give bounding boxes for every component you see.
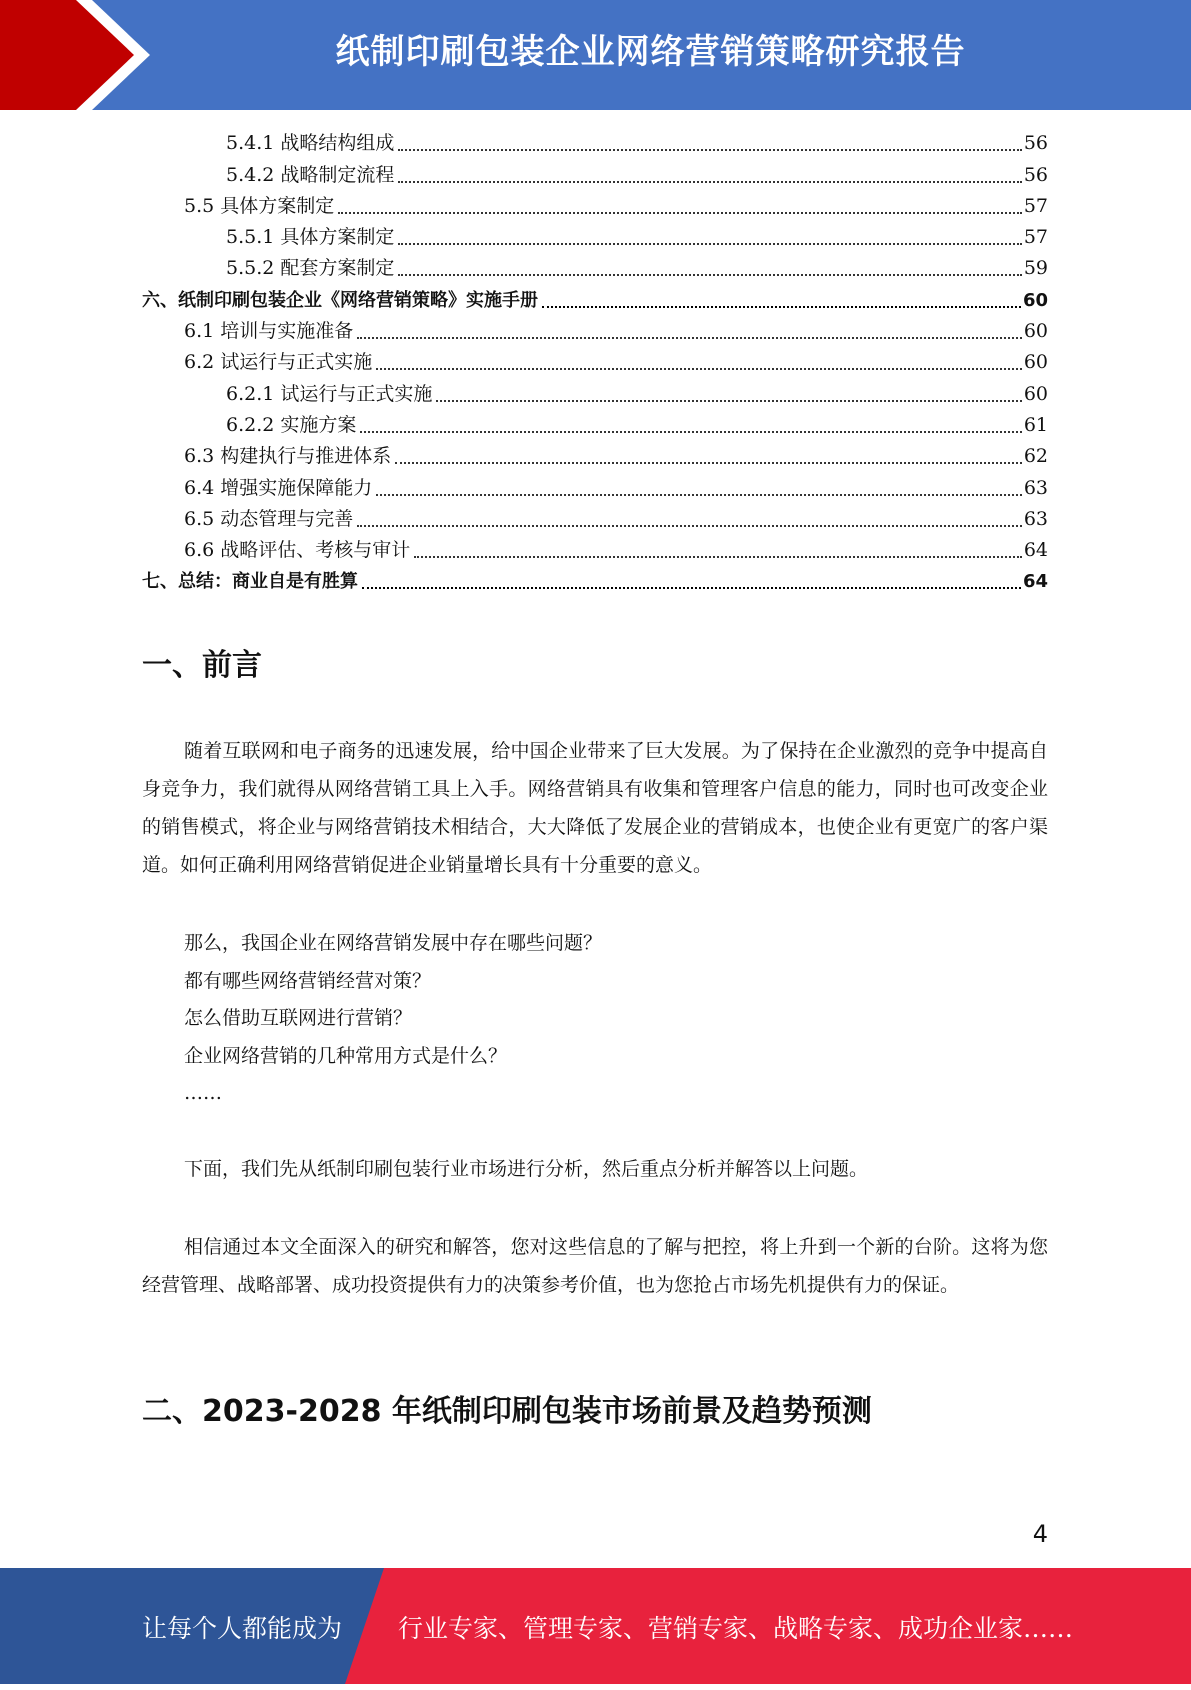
toc-entry-label: 七、总结：商业自是有胜算 [142,571,358,593]
toc-dot-leader [338,212,1022,214]
toc-entry-page: 63 [1023,507,1048,530]
preface-intro-paragraph: 随着互联网和电子商务的迅速发展，给中国企业带来了巨大发展。为了保持在企业激烈的竞争中提高自身竞争力，我们就得从网络营销工具上入手。网络营销具有收集和管理客户信息的能力，同时也可改变企业的销售模式，将企业与网络营销技术相结合，大大降低了发展企业的营销成本，也使企业有更宽广的客户渠道。如何正确利用网络营销促进企业销量增长具有十分重要的意义。 [142,740,1048,876]
toc-entry-page: 61 [1023,413,1048,436]
toc-entry[interactable] [142,504,1048,535]
toc-entry-label: 6.5 动态管理与完善 [184,507,354,530]
question-item: 那么，我国企业在网络营销发展中存在哪些问题？ [184,932,603,954]
section-heading-preface: 一、前言 [142,648,262,683]
toc-entry[interactable] [142,253,1048,284]
toc-entry-label: 六、纸制印刷包装企业《网络营销策略》实施手册 [142,289,538,311]
page-number: 4 [1032,1520,1048,1548]
toc-entry-page: 56 [1023,163,1048,186]
toc-entry-page: 56 [1023,132,1048,155]
toc-dot-leader [357,525,1022,527]
toc-entry-label: 6.2.1 试运行与正式实施 [226,382,433,405]
toc-dot-leader [376,494,1022,496]
toc-dot-leader [362,587,1021,589]
question-item: 怎么借助互联网进行营销？ [184,1007,413,1030]
section-heading-market-forecast: 二、2023-2028 年纸制印刷包装市场前景及趋势预测 [142,1394,872,1429]
question-item: 企业网络营销的几种常用方式是什么？ [184,1044,508,1067]
toc-dot-leader [395,462,1022,464]
toc-entry-label: 6.2.2 实施方案 [226,413,357,436]
toc-entry-label: 5.5.1 具体方案制定 [226,226,395,249]
toc-entry[interactable] [142,535,1048,566]
toc-entry[interactable] [142,410,1048,441]
toc-entry-page: 60 [1023,351,1048,374]
toc-entry[interactable] [142,222,1048,253]
toc-entry-label: 5.4.1 战略结构组成 [226,132,395,155]
toc-entry[interactable] [142,347,1048,378]
toc-entry[interactable] [142,191,1048,222]
footer-slogan-left: 让每个人都能成为 [142,1614,343,1643]
toc-dot-leader [436,400,1021,402]
question-list [184,924,1044,1112]
preface-paragraph-2: 下面，我们先从纸制印刷包装行业市场进行分析，然后重点分析并解答以上问题。 [184,1158,869,1180]
toc-entry[interactable] [142,128,1048,159]
toc-dot-leader [398,243,1021,245]
toc-dot-leader [376,368,1022,370]
footer-slogan-right: 行业专家、管理专家、营销专家、战略专家、成功企业家…… [398,1614,1074,1643]
toc-entry-label: 6.3 构建执行与推进体系 [184,445,392,468]
toc-entry-page: 57 [1023,226,1048,249]
question-item: …… [184,1082,222,1105]
toc-dot-leader [398,181,1021,183]
toc-entry-label: 6.6 战略评估、考核与审计 [184,539,411,562]
toc-entry-page: 59 [1023,257,1048,280]
table-of-contents [142,128,1048,597]
toc-entry[interactable] [142,159,1048,190]
toc-entry-page: 64 [1023,539,1048,562]
toc-entry-page: 60 [1023,320,1048,343]
toc-entry-page: 60 [1023,382,1048,405]
toc-entry[interactable] [142,472,1048,503]
report-title: 纸制印刷包装企业网络营销策略研究报告 [335,32,966,72]
toc-dot-leader [360,431,1021,433]
toc-entry-page: 62 [1023,445,1048,468]
toc-entry-label: 6.2 试运行与正式实施 [184,351,373,374]
toc-entry[interactable] [142,316,1048,347]
toc-entry-label: 5.4.2 战略制定流程 [226,163,395,186]
toc-entry-page: 64 [1022,571,1048,593]
toc-entry-label: 6.1 培训与实施准备 [184,320,354,343]
preface-paragraph-3: 相信通过本文全面深入的研究和解答，您对这些信息的了解与把控，将上升到一个新的台阶。这将为您经营管理、战略部署、成功投资提供有力的决策参考价值，也为您抢占市场先机提供有力的保证。 [142,1236,1048,1296]
toc-dot-leader [398,274,1021,276]
toc-entry[interactable] [142,441,1048,472]
toc-dot-leader [357,337,1022,339]
toc-dot-leader [398,149,1021,151]
toc-entry-page: 63 [1023,476,1048,499]
toc-entry-page: 60 [1022,289,1048,311]
toc-dot-leader [414,556,1022,558]
question-item: 都有哪些网络营销经营对策？ [184,969,432,992]
toc-entry[interactable] [142,284,1048,315]
toc-entry[interactable] [142,566,1048,597]
toc-dot-leader [542,306,1021,308]
toc-entry-label: 5.5.2 配套方案制定 [226,257,395,280]
toc-entry-page: 57 [1023,194,1048,217]
toc-entry-label: 6.4 增强实施保障能力 [184,476,373,499]
toc-entry-label: 5.5 具体方案制定 [184,194,335,217]
page-footer [0,1568,1191,1684]
page-header [0,0,1191,110]
toc-entry[interactable] [142,378,1048,409]
